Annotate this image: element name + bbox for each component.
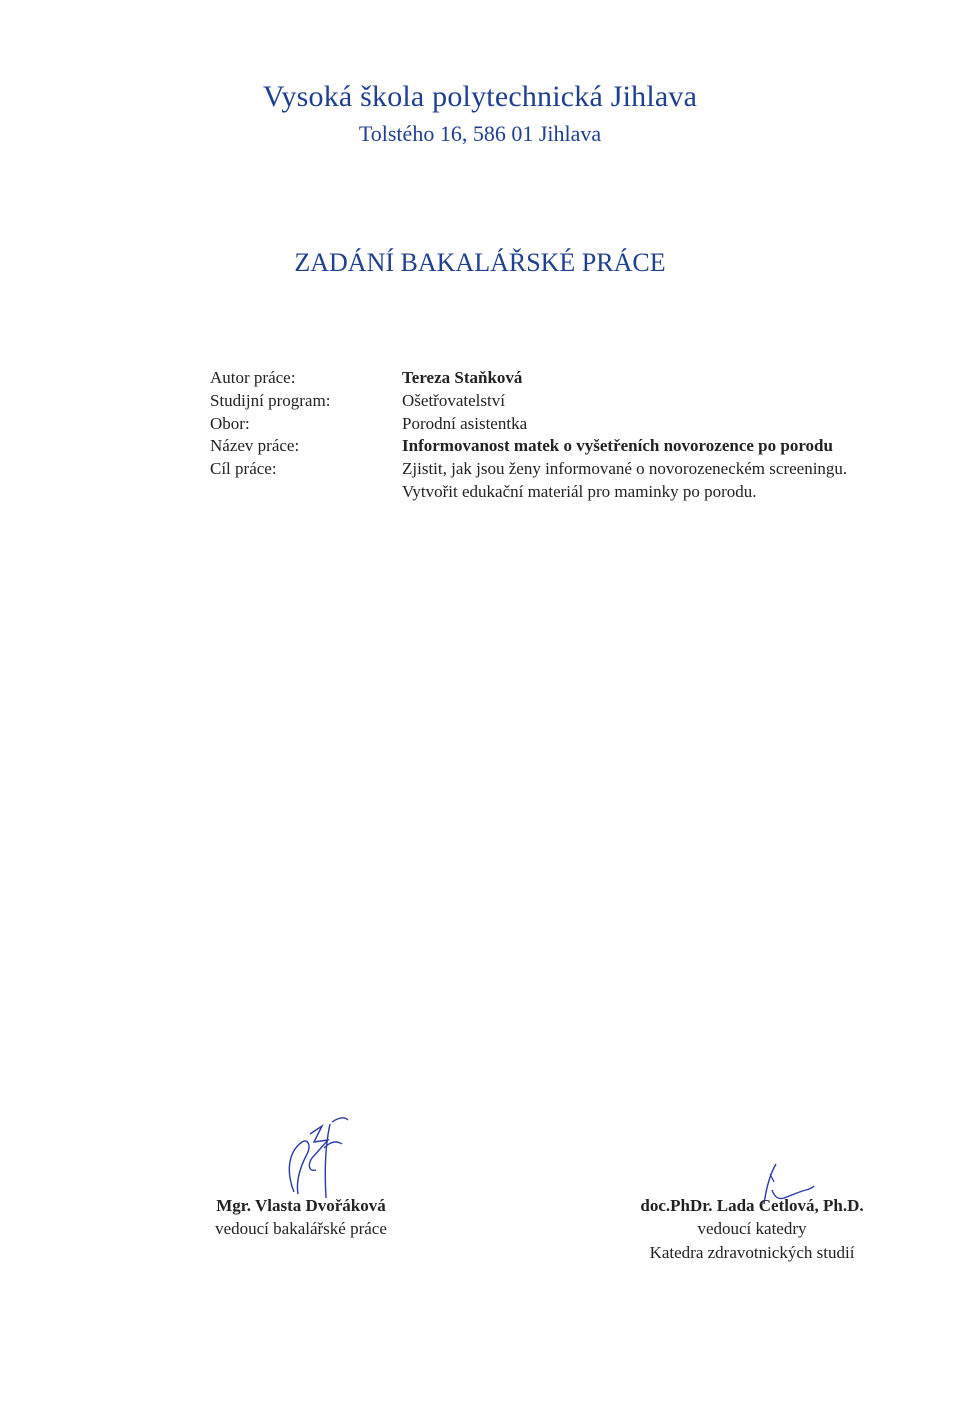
program-label: Studijní program:: [210, 390, 331, 410]
school-address: Tolstého 16, 586 01 Jihlava: [358, 121, 602, 146]
field-label: Obor:: [210, 413, 250, 433]
goal-label: Cíl práce:: [210, 459, 277, 479]
author-value: Tereza Staňková: [402, 368, 523, 387]
signature-left-scribble: [272, 1112, 362, 1200]
school-name: Vysoká škola polytechnická Jihlava: [262, 80, 698, 113]
signature-left: [196, 1195, 406, 1241]
right-signatory-role: vedoucí katedry: [697, 1219, 807, 1238]
program-value: Ošetřovatelství: [402, 390, 505, 410]
info-labels: [210, 367, 330, 481]
document-title: ZADÁNÍ BAKALÁŘSKÉ PRÁCE: [294, 248, 666, 277]
author-label: Autor práce:: [210, 368, 296, 387]
left-signatory-name: Mgr. Vlasta Dvořáková: [216, 1196, 386, 1215]
title-label: Název práce:: [210, 436, 300, 456]
info-values: [402, 367, 847, 504]
signature-right: [630, 1195, 874, 1265]
goal-value-line2: Vytvořit edukační materiál pro maminky po porodu.: [402, 481, 757, 501]
right-signatory-name: doc.PhDr. Lada Cetlová, Ph.D.: [640, 1196, 864, 1215]
goal-value-line1: Zjistit, jak jsou ženy informované o novorozeneckém screeningu.: [402, 459, 848, 479]
right-signatory-department: Katedra zdravotnických studií: [649, 1243, 855, 1262]
left-signatory-role: vedoucí bakalářské práce: [215, 1219, 387, 1238]
title-value: Informovanost matek o vyšetřeních novorozence po porodu: [402, 436, 833, 456]
field-value: Porodní asistentka: [402, 413, 528, 433]
